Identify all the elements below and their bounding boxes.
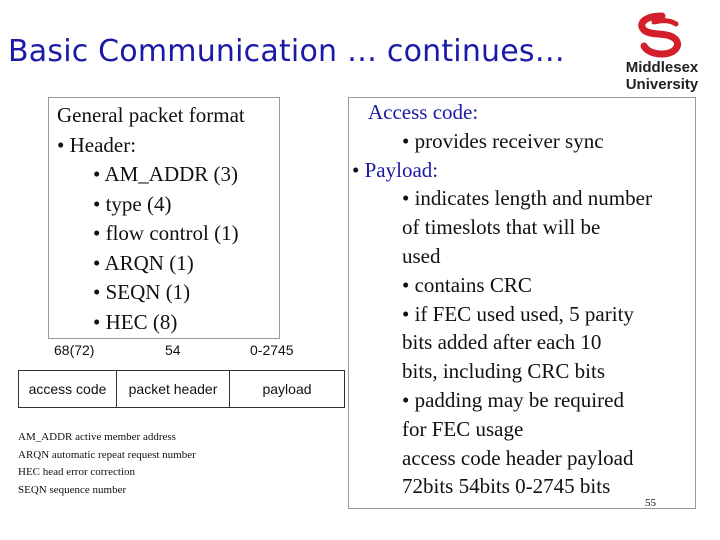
header-item: • AM_ADDR (3)	[93, 162, 239, 186]
header-item: • ARQN (1)	[93, 250, 194, 275]
access-code-field: access code	[18, 370, 117, 408]
payload-line: • if FEC used used, 5 parity	[402, 301, 634, 326]
packet-format-list	[57, 101, 317, 337]
access-code-size: 68(72)	[54, 342, 95, 358]
abbreviation-item: HEC head error correction	[18, 466, 135, 478]
access-code-label: Access code:	[368, 100, 479, 124]
header-item: • type (4)	[93, 191, 172, 216]
packet-header-size: 54	[165, 342, 181, 358]
header-item: • flow control (1)	[93, 221, 239, 245]
middlesex-university-logo	[614, 10, 710, 94]
packet-header-field: packet header	[116, 370, 230, 408]
payload-line: bits, including CRC bits	[402, 359, 606, 384]
logo-text-line2: University	[625, 76, 699, 93]
payload-line: bits added after each 10	[402, 330, 602, 355]
logo-mark-icon	[614, 10, 710, 60]
payload-line: of timeslots that will be	[402, 215, 601, 240]
payload-field: payload	[229, 370, 345, 408]
payload-line: • padding may be required	[402, 387, 624, 412]
abbreviation-item: ARQN automatic repeat request number	[18, 448, 196, 461]
payload-line: • indicates length and number	[402, 186, 652, 211]
header-item: • SEQN (1)	[93, 280, 191, 304]
packet-format-heading: General packet format	[57, 103, 245, 127]
payload-line: access code header payload	[402, 445, 634, 470]
payload-line: for FEC usage	[402, 416, 524, 441]
payload-size: 0-2745	[250, 342, 294, 358]
logo-text-line1: Middlesex	[625, 59, 699, 76]
access-code-description: • provides receiver sync	[402, 128, 604, 153]
payload-label: Payload:	[364, 157, 439, 182]
description-text	[352, 98, 692, 501]
header-item: • HEC (8)	[93, 309, 178, 334]
header-label: • Header:	[57, 132, 137, 157]
slide-title: Basic Communication … continues…	[8, 34, 565, 69]
payload-line: • contains CRC	[402, 272, 532, 297]
abbreviation-item: SEQN sequence number	[18, 483, 127, 496]
abbreviation-item: AM_ADDR active member address	[18, 431, 176, 443]
abbreviation-list	[18, 429, 196, 499]
payload-line: 72bits 54bits 0-2745 bits	[402, 474, 611, 499]
page-number: 55	[645, 497, 656, 509]
payload-bullet: •	[352, 157, 365, 182]
payload-line: used	[402, 243, 441, 268]
